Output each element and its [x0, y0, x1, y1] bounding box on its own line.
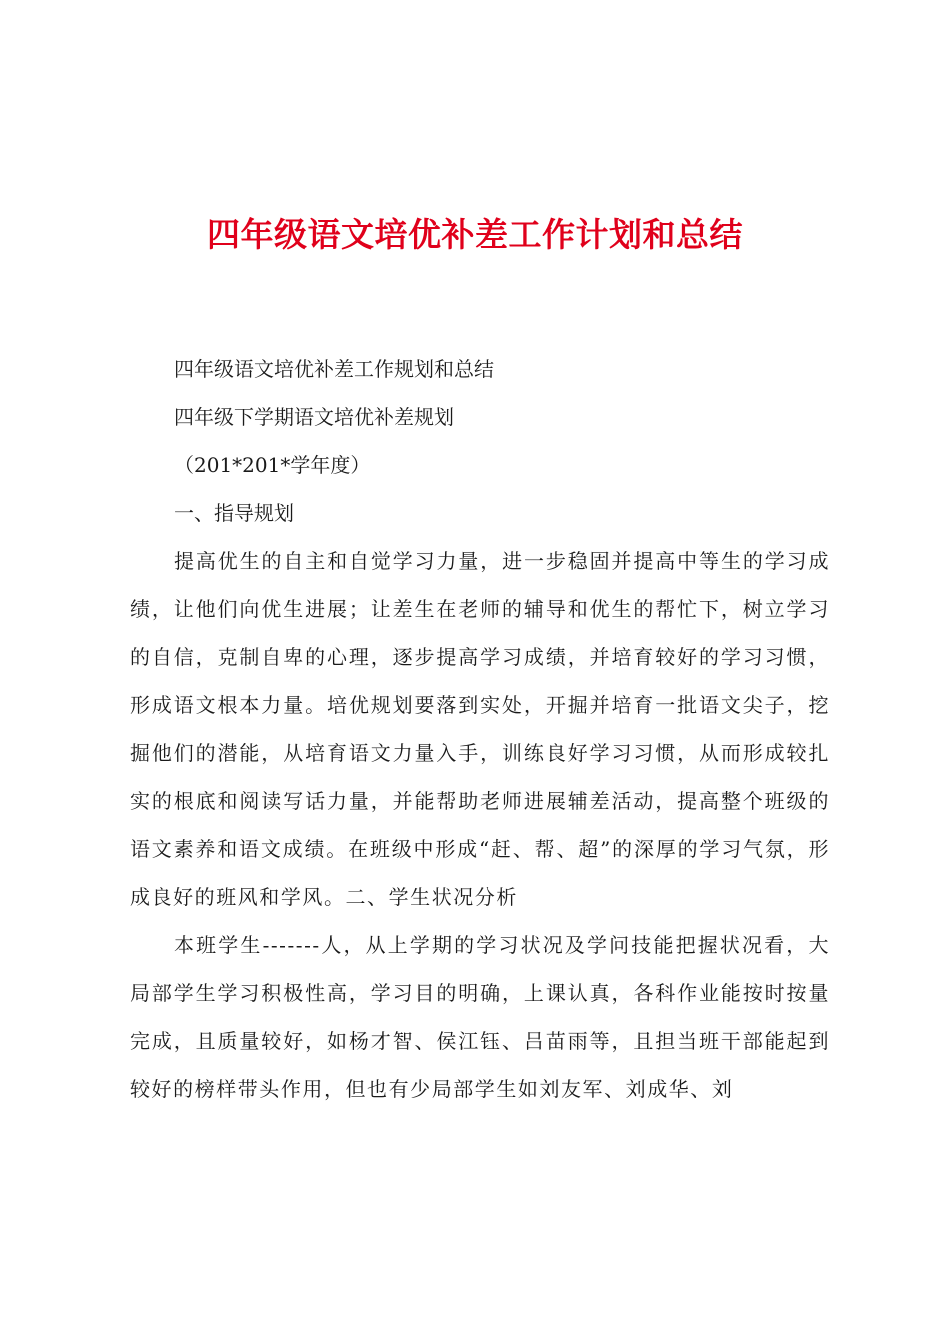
plan-heading-line: 四年级下学期语文培优补差规划: [174, 405, 454, 429]
document-title: 四年级语文培优补差工作计划和总结: [207, 215, 743, 254]
subtitle-line: 四年级语文培优补差工作规划和总结: [174, 357, 494, 381]
paragraph-guidance: 提高优生的自主和自觉学习力量，进一步稳固并提高中等生的学习成绩，让他们向优生进展；让差生在老师的辅导和优生的帮忙下，树立学习的自信，克制自卑的心理，逐步提高学习成绩，并培育较好的学习习惯，形成语文根本力量。培优规划要落到实处，开掘并培育一批语文尖子，挖掘他们的潜能，从培育语文力量入手，训练良好学习习惯，从而形成较扎实的根底和阅读写话力量，并能帮助老师进展辅差活动，提高整个班级的语文素养和语文成绩。在班级中形成“赶、帮、超”的深厚的学习气氛，形成良好的班风和学风。二、学生状况分析: [130, 549, 830, 909]
section-heading-guidance: 一、指导规划: [174, 501, 294, 525]
paragraph-student-analysis: 本班学生-------人，从上学期的学习状况及学问技能把握状况看，大局部学生学习积极性高，学习目的明确，上课认真，各科作业能按时按量完成，且质量较好，如杨才智、侯江钰、吕苗雨等，且担当班干部能起到较好的榜样带头作用，但也有少局部学生如刘友军、刘成华、刘: [130, 933, 830, 1101]
school-year-line: （201*201*学年度）: [174, 453, 371, 477]
document-body: [130, 345, 830, 1113]
